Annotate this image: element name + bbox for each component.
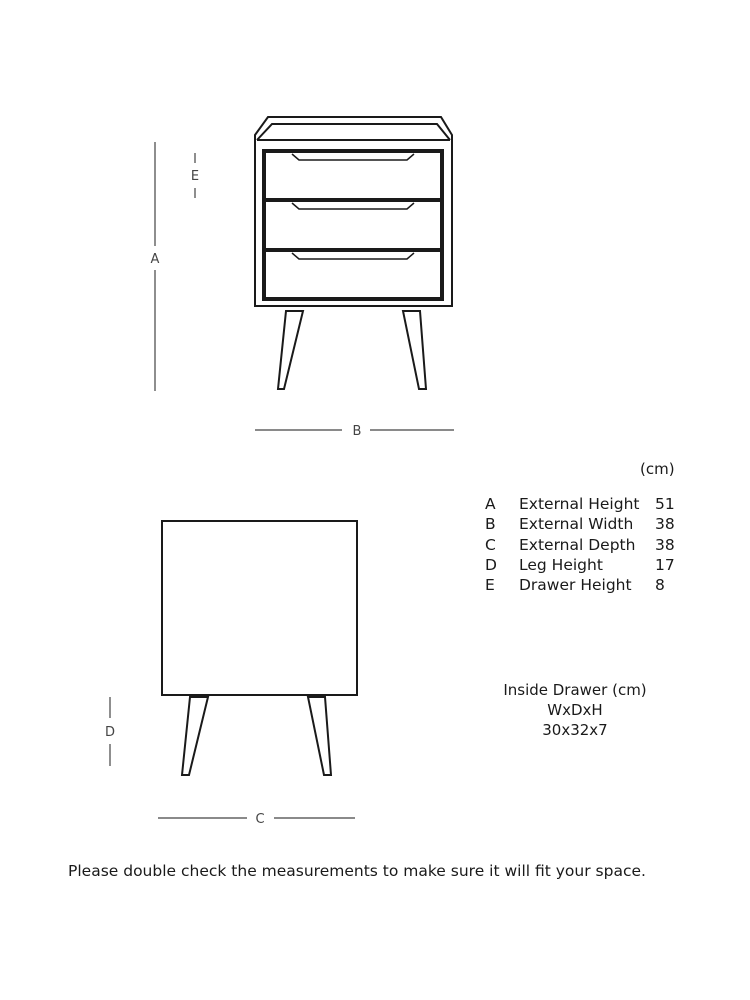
measurement-value: 38 (655, 535, 675, 554)
side-left-leg (182, 697, 208, 775)
inside-drawer-info (480, 680, 670, 740)
measurement-letter: B (485, 515, 496, 534)
measurement-unit-label: (cm) (640, 460, 675, 478)
footnote: Please double check the measurements to make sure it will fit your space. (68, 862, 646, 880)
dimension-e-letter: E (190, 169, 200, 184)
measurement-letter: D (485, 555, 497, 574)
dimension-c-letter: C (255, 812, 265, 827)
measurement-value: 51 (655, 495, 675, 513)
drawer-1 (265, 152, 441, 199)
measurement-label: External Depth (519, 535, 636, 554)
side-view (162, 521, 357, 775)
drawer-2-handle (292, 203, 414, 209)
drawer-1-handle (292, 154, 414, 160)
measurement-value: 17 (655, 555, 675, 574)
dimension-b-letter: B (352, 424, 362, 439)
inside-drawer-format: WxDxH (547, 701, 603, 719)
measurement-row (485, 494, 685, 514)
measurement-row (485, 535, 685, 555)
front-view (255, 117, 452, 389)
measurement-label: Leg Height (519, 555, 603, 574)
inside-drawer-value: 30x32x7 (542, 721, 608, 739)
measurement-label: Drawer Height (519, 576, 632, 595)
dimension-a-letter: A (150, 252, 160, 267)
measurement-value: 8 (655, 576, 665, 595)
measurement-value: 38 (655, 515, 675, 534)
front-view-carcass (255, 117, 452, 306)
measurement-label: External Height (519, 495, 640, 513)
measurement-label: External Width (519, 515, 634, 534)
measurement-letter: A (485, 495, 496, 513)
front-left-leg (278, 311, 303, 389)
measurement-row (485, 514, 685, 534)
measurement-row (485, 575, 685, 595)
dimension-b (255, 424, 454, 439)
front-right-leg (403, 311, 426, 389)
measurements-table (485, 494, 685, 595)
front-view-tray (257, 124, 450, 140)
drawer-2 (265, 201, 441, 249)
dimension-c (158, 812, 355, 827)
dimension-a (151, 142, 160, 391)
side-right-leg (308, 697, 331, 775)
front-view-inner-frame (263, 150, 443, 300)
dimension-d (105, 697, 115, 766)
drawer-3-handle (292, 253, 414, 259)
measurement-letter: E (485, 576, 495, 595)
dimension-d-letter: D (104, 725, 116, 740)
dimension-e (191, 153, 199, 198)
drawer-3 (265, 251, 441, 298)
measurement-letter: C (485, 535, 496, 554)
measurement-row (485, 555, 685, 575)
side-view-body (162, 521, 357, 695)
inside-drawer-title: Inside Drawer (cm) (503, 681, 647, 699)
